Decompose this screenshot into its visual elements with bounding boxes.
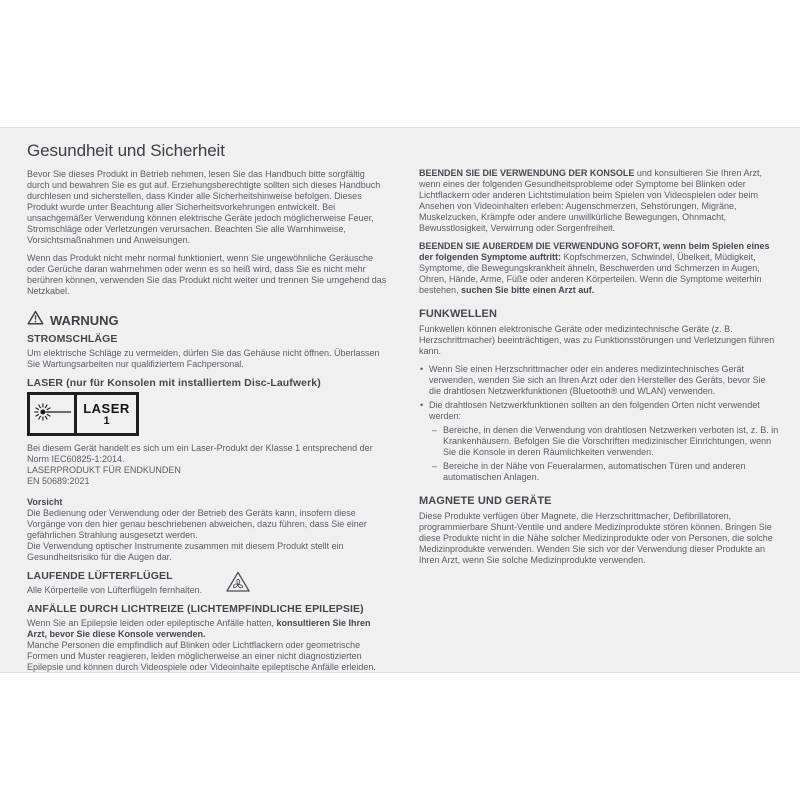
intro-paragraph-1: Bevor Sie dieses Produkt in Betrieb nehmen, lesen Sie das Handbuch bitte sorgfältig durch und bewahren Sie es gut auf. Erziehungsberechtigte sollten sich dieses Handbuch durchlesen und sicherstellen, dass Kinder alle Sicherheitshinweise befolgen. Dieses Produkt wurde unter Beachtung aller Sicherheitsvorkehrungen entwickelt. Bei unsachgemäßer Verwendung können elektrische Geräte jedoch möglicherweise Feuer, Stromschläge oder Verletzungen verursachen. Beachten Sie alle Warnhinweise, Vorsichtsmaßnahmen und Anweisungen. xyxy=(27,169,381,245)
luefterfluegel-paragraph: Alle Körperteile von Lüfterflügeln fernhalten. xyxy=(27,585,203,595)
intro-paragraph-2: Wenn das Produkt nicht mehr normal funktioniert, wenn Sie ungewöhnliche Geräusche oder Gerüche daran wahrnehmen oder wenn es so heiß wird, dass Sie es nicht mehr berühren können, verwenden Sie das Produkt nicht weiter und trennen Sie umgehend das Netzkabel. xyxy=(27,253,387,296)
funkwellen-sub-1-text: Bereiche, in denen die Verwendung von drahtlosen Netzwerken verboten ist, z. B. in Krankenhäusern. Befolgen Sie die Vorschriften medizinischer Einrichtungen, wenn Sie die Konsole in deren Räumlichkeiten verwenden. xyxy=(443,425,779,457)
funkwellen-sublist-item-1 xyxy=(432,425,779,458)
funkwellen-bullet-2-text: Die drahtlosen Netzwerkfunktionen sollten an den folgenden Orten nicht verwendet werden: xyxy=(429,400,760,421)
page-title: Gesundheit und Sicherheit xyxy=(27,141,225,160)
konsole-bold: BEENDEN SIE DIE VERWENDUNG DER KONSOLE xyxy=(419,168,635,178)
sofort-normal: Kopfschmerzen, Schwindel, Übelkeit, Müdigkeit, Symptome, die Bewegungskrankheit ähneln, Beschwerden und Schmerzen in Augen, Ohren, Hände, Arme, Füße oder anderen Körperteilen. Wenn die Symptome weiterhin bestehen, xyxy=(419,252,762,295)
fan-warning-icon xyxy=(225,570,251,598)
epilepsie-paragraph-1 xyxy=(27,618,389,640)
warning-label: WARNUNG xyxy=(50,312,119,328)
laser-word: LASER xyxy=(83,400,130,416)
heading-epilepsie: ANFÄLLE DURCH LICHTREIZE (LICHTEMPFINDLICHE EPILEPSIE) xyxy=(27,603,364,615)
funkwellen-list-item-2 xyxy=(419,400,779,483)
epilepsie-p1-bold: konsultieren Sie Ihren Arzt, bevor Sie diese Konsole verwenden. xyxy=(27,618,371,639)
left-column xyxy=(27,141,389,680)
funkwellen-bullet-1-text: Wenn Sie einen Herzschrittmacher oder ein anderes medizintechnisches Gerät verwenden, wenden Sie sich an Ihren Arzt oder den Hersteller des Geräts, bevor Sie die drahtlosen Netzwerkfunktionen (Bluetooth® und WLAN) verwenden. xyxy=(429,364,766,396)
laser-class-label xyxy=(27,392,139,436)
heading-funkwellen: FUNKWELLEN xyxy=(419,308,497,320)
funkwellen-list xyxy=(419,364,779,483)
funkwellen-sub-2-text: Bereiche in der Nähe von Feueralarmen, automatischen Türen und anderen automatischen Anlagen. xyxy=(443,461,746,482)
konsole-paragraph xyxy=(419,168,779,234)
heading-luefterfluegel: LAUFENDE LÜFTERFLÜGEL xyxy=(27,570,173,582)
heading-stromschlaege: STROMSCHLÄGE xyxy=(27,333,118,345)
funkwellen-paragraph: Funkwellen können elektronische Geräte oder medizintechnische Geräte (z. B. Herzschrittmacher) beeinträchtigen, was zu Funktionsstörungen und Verletzungen führen kann. xyxy=(419,324,775,356)
sofort-paragraph xyxy=(419,241,779,296)
vorsicht-paragraph-2: Die Verwendung optischer Instrumente zusammen mit diesem Produkt stellt ein Gesundheitsrisiko für die Augen dar. xyxy=(27,541,344,562)
warning-triangle-icon xyxy=(27,310,44,330)
laser-class-cell xyxy=(77,395,136,433)
laser-norm-line: EN 50689:2021 xyxy=(27,476,90,486)
epilepsie-p1-normal: Wenn Sie an Epilepsie leiden oder epileptische Anfälle hatten, xyxy=(27,618,277,628)
funkwellen-sublist xyxy=(432,425,779,483)
laser-class-number: 1 xyxy=(103,414,110,427)
two-column-layout xyxy=(0,128,800,680)
funkwellen-sublist-item-2 xyxy=(432,461,779,483)
warning-header xyxy=(27,310,389,330)
laser-starburst-icon xyxy=(32,399,72,430)
heading-laser: LASER (nur für Konsolen mit installiertem Disc-Laufwerk) xyxy=(27,377,321,389)
konsole-normal: und konsultieren Sie Ihren Arzt, wenn eines der folgenden Gesundheitsprobleme oder Symptome bei Blinken oder Lichtflackern oder anderen Lichtstimulation beim Spielen von Videospielen oder beim Ansehen von Videoinhalten erleben: Augenschmerzen, Sehstörungen, Migräne, Muskelzucken, Krämpfe oder andere unwillkürliche Bewegungen, Ohnmacht, Bewusstlosigkeit, Verwirrung oder Sorgenfreiheit. xyxy=(419,168,762,233)
funkwellen-list-item-1 xyxy=(419,364,779,397)
magnete-paragraph: Diese Produkte verfügen über Magnete, die Herzschrittmacher, Defibrillatoren, programmierbare Shunt-Ventile und andere Medizinprodukte stören können. Bringen Sie diese Produkte nicht in die Nähe solcher Medizinprodukte oder von Personen, die solche Medizinprodukte verwenden. Wenden Sie sich vor der Verwendung dieser Produkte an Ihren Arzt, wenn Sie solche Medizinprodukte verwenden. xyxy=(419,511,773,565)
laser-product-line: LASERPRODUKT FÜR ENDKUNDEN xyxy=(27,465,181,475)
laser-paragraph: Bei diesem Gerät handelt es sich um ein Laser-Produkt der Klasse 1 entsprechend der Norm IEC60825-1:2014. xyxy=(27,443,373,464)
stromschlaege-paragraph: Um elektrische Schläge zu vermeiden, dürfen Sie das Gehäuse nicht öffnen. Überlassen Sie Wartungsarbeiten nur qualifiziertem Fachpersonal. xyxy=(27,348,380,369)
vorsicht-paragraph-1: Die Bedienung oder Verwendung oder der Betrieb des Geräts kann, insofern diese Vorgänge von den hier genau beschriebenen abweichen, dazu führen, dass Sie einer gefährlichen Strahlung ausgesetzt werden. xyxy=(27,508,367,540)
right-column xyxy=(419,141,779,680)
laser-symbol-cell xyxy=(30,395,77,433)
heading-magnete: MAGNETE UND GERÄTE xyxy=(419,495,552,507)
heading-vorsicht: Vorsicht xyxy=(27,497,63,507)
epilepsie-paragraph-2: Manche Personen die empfindlich auf Blinken oder Lichtflackern oder geometrische Formen und Muster reagieren, leiden möglicherweise an einer nicht diagnostizierten Epilepsie und können durch Videospiele oder Videoinhalte epileptische Anfälle erleiden. xyxy=(27,640,376,672)
manual-page-sheet xyxy=(0,127,800,673)
luefterfluegel-section xyxy=(27,570,389,596)
sofort-bold-lead: BEENDEN SIE AUßERDEM DIE VERWENDUNG SOFORT, wenn beim Spielen eines der folgenden Symptome auftritt: xyxy=(419,241,770,262)
sofort-bold-tail: suchen Sie bitte einen Arzt auf. xyxy=(461,285,595,295)
